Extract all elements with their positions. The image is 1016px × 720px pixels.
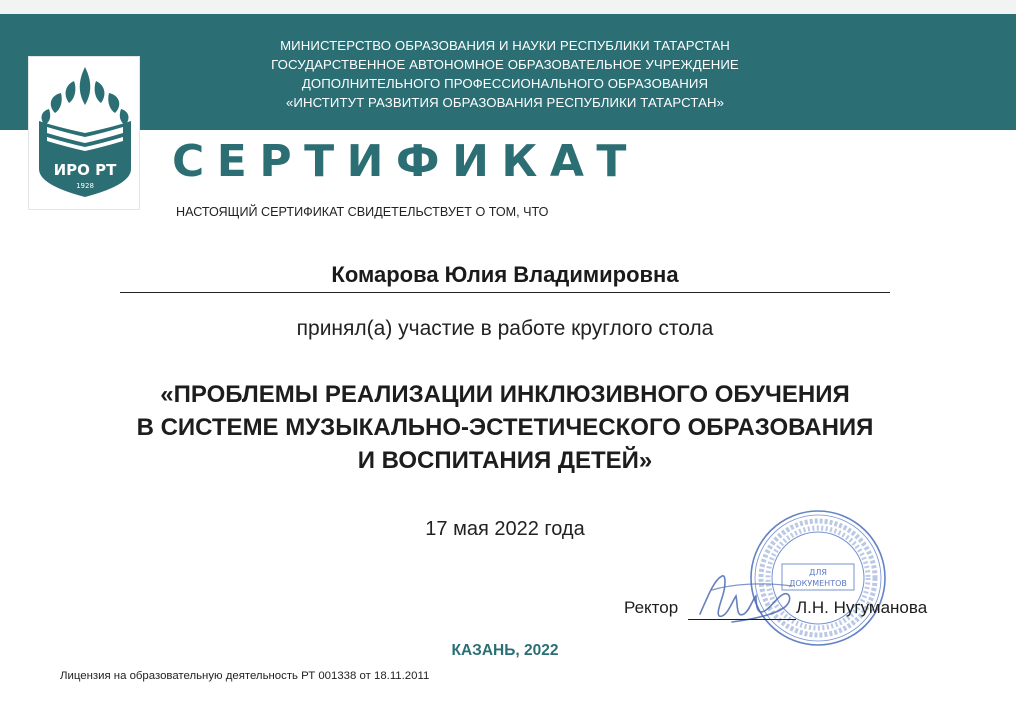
event-title [60, 378, 950, 477]
header-line-institute-name: «ИНСТИТУТ РАЗВИТИЯ ОБРАЗОВАНИЯ РЕСПУБЛИКИ ТАТАРСТАН» [285, 95, 725, 110]
rector-label: Ректор [624, 598, 679, 617]
recipient-name: Комарова Юлия Владимировна [331, 262, 679, 287]
city-year: КАЗАНЬ, 2022 [451, 642, 559, 659]
certificate-title: СЕРТИФИКАТ [172, 136, 639, 187]
rector-name: Л.Н. Нугуманова [796, 598, 928, 617]
header-line-additional-education: ДОПОЛНИТЕЛЬНОГО ПРОФЕССИОНАЛЬНОГО ОБРАЗОВАНИЯ [301, 76, 709, 91]
signature-line [688, 619, 796, 620]
recipient-underline [120, 292, 890, 293]
event-date: 17 мая 2022 года [425, 518, 585, 540]
book-leaf-logo-icon [29, 57, 141, 211]
header-line-ministry: МИНИСТЕРСТВО ОБРАЗОВАНИЯ И НАУКИ РЕСПУБЛИКИ ТАТАРСТАН [280, 38, 730, 53]
license-text: Лицензия на образовательную деятельность РТ 001338 от 18.11.2011 [60, 670, 430, 682]
header-line-state-institution: ГОСУДАРСТВЕННОЕ АВТОНОМНОЕ ОБРАЗОВАТЕЛЬНОЕ УЧРЕЖДЕНИЕ [271, 57, 739, 72]
top-edge [0, 0, 1016, 14]
handwritten-signature-icon [692, 566, 802, 632]
logo-year: 1928 [76, 182, 94, 190]
event-title-line-3: И ВОСПИТАНИЯ ДЕТЕЙ» [357, 447, 653, 474]
header-institution-text [205, 36, 805, 112]
certifies-text: НАСТОЯЩИЙ СЕРТИФИКАТ СВИДЕТЕЛЬСТВУЕТ О ТОМ, ЧТО [176, 205, 549, 219]
event-title-line-2: В СИСТЕМЕ МУЗЫКАЛЬНО-ЭСТЕТИЧЕСКОГО ОБРАЗОВАНИЯ [136, 414, 874, 441]
header-band [0, 14, 1016, 130]
logo-text: ИРО РТ [53, 161, 117, 179]
stamp-text-line1: ДЛЯ [809, 568, 827, 577]
event-title-line-1: «ПРОБЛЕМЫ РЕАЛИЗАЦИИ ИНКЛЮЗИВНОГО ОБУЧЕНИЯ [160, 381, 850, 408]
stamp-text-line2: ДОКУМЕНТОВ [789, 579, 847, 588]
participation-text: принял(а) участие в работе круглого стола [296, 317, 714, 340]
institute-logo [28, 56, 140, 210]
